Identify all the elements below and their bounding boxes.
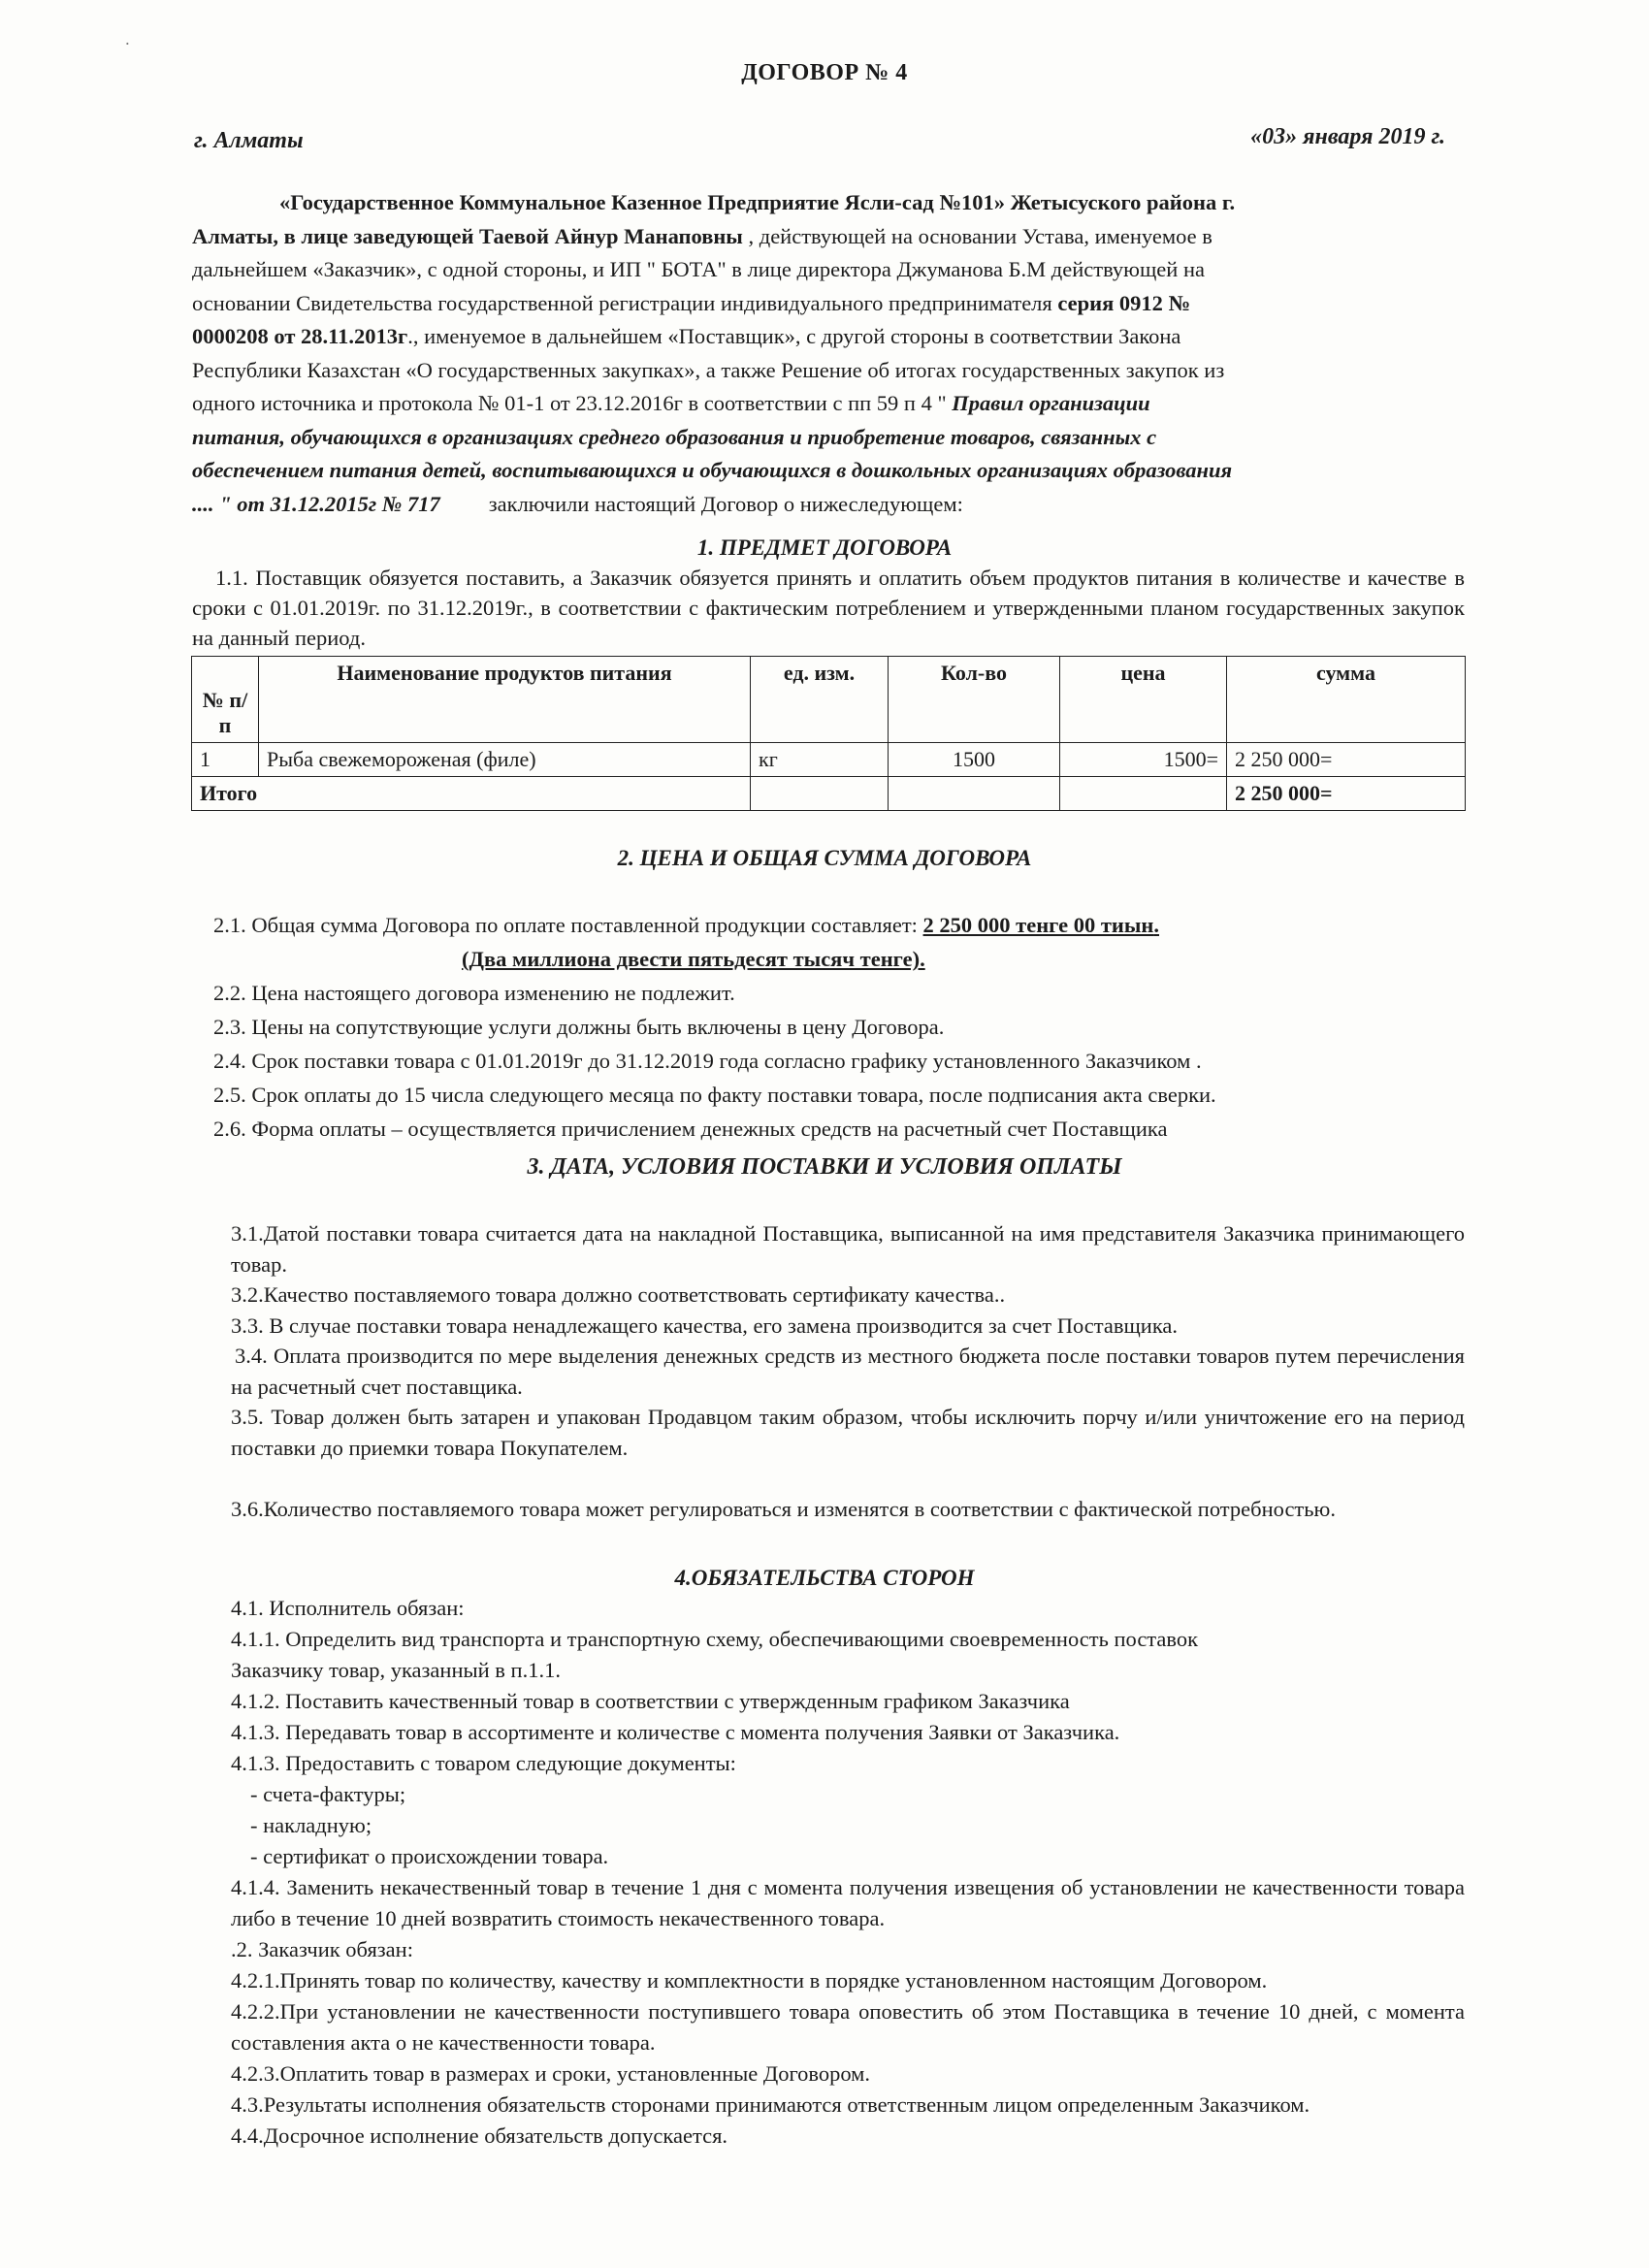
doc-list-item: - накладную;	[250, 1813, 372, 1837]
section-4-title: 4.ОБЯЗАТЕЛЬСТВА СТОРОН	[674, 1566, 975, 1590]
document-title: ДОГОВОР № 4	[741, 60, 908, 85]
clause-3-6: 3.6.Количество поставляемого товара может регулироваться и изменятся в соответствии с фактической потребностью.	[231, 1497, 1336, 1521]
row-product-name: Рыба свежемороженая (филе)	[259, 743, 751, 777]
clause-3-1: 3.1.Датой поставки товара считается дата на накладной Поставщика, выписанной на имя представителя Заказчика принимающего товар.	[231, 1221, 1465, 1277]
contract-date: «03» января 2019 г.	[1250, 124, 1445, 149]
col-number-header: № п/п	[192, 657, 259, 743]
clause-2-2: 2.2. Цена настоящего договора изменению не подлежит.	[213, 981, 735, 1005]
row-quantity: 1500	[889, 743, 1060, 777]
clause-4-2: .2. Заказчик обязан:	[231, 1937, 413, 1961]
total-empty	[751, 777, 889, 811]
section-1-title: 1. ПРЕДМЕТ ДОГОВОРА	[696, 535, 953, 560]
clause-4-2-3: 4.2.3.Оплатить товар в размерах и сроки, установленные Договором.	[231, 2061, 871, 2086]
clause-2-5: 2.5. Срок оплаты до 15 числа следующего месяца по факту поставки товара, после подписания акта сверки.	[213, 1083, 1216, 1107]
contract-preamble	[192, 186, 1453, 521]
preamble-line: Республики Казахстан «О государственных закупках», а также Решение об итогах государственных закупок из	[192, 357, 1225, 382]
clause-2-6: 2.6. Форма оплаты – осуществляется причислением денежных средств на расчетный счет Поставщика	[213, 1117, 1168, 1141]
scan-mark: ˙	[124, 39, 131, 60]
clause-2-3: 2.3. Цены на сопутствующие услуги должны быть включены в цену Договора.	[213, 1015, 945, 1039]
clause-3-2: 3.2.Качество поставляемого товара должно соответствовать сертификату качества..	[231, 1282, 1006, 1307]
clause-3-3: 3.3. В случае поставки товара ненадлежащего качества, его замена производится за счет Поставщика.	[231, 1312, 1179, 1338]
clause-4-3: 4.3.Результаты исполнения обязательств сторонами принимаются ответственным лицом определенным Заказчиком.	[231, 2092, 1310, 2117]
clause-2-1: 2.1. Общая сумма Договора по оплате поставленной продукции составляет: 2 250 000 тенге 00 тиын.	[213, 913, 1160, 937]
clause-4-1-3: 4.1.3. Передавать товар в ассортименте и количестве с момента получения Заявки от Заказчика.	[231, 1720, 1120, 1744]
preamble-line: .... " от 31.12.2015г № 717 заключили настоящий Договор о нижеследующем:	[192, 491, 963, 516]
section-3-title: 3. ДАТА, УСЛОВИЯ ПОСТАВКИ И УСЛОВИЯ ОПЛАТЫ	[527, 1154, 1122, 1180]
clause-4-1-1-cont: Заказчику товар, указанный в п.1.1.	[231, 1658, 561, 1682]
clause-3-4: 3.4. Оплата производится по мере выделения денежных средств из местного бюджета после поставки товаров путем перечисления на расчетный счет поставщика.	[231, 1344, 1465, 1399]
col-name-header: Наименование продуктов питания	[259, 657, 751, 743]
section-4-text	[231, 1593, 1465, 2152]
doc-list-item: - счета-фактуры;	[250, 1782, 406, 1806]
section-3-text	[231, 1218, 1465, 1525]
amount-in-words: (Два миллиона двести пятьдесят тысяч тенге).	[462, 947, 925, 971]
preamble-line: Алматы, в лице заведующей Таевой Айнур Манаповны , действующей на основании Устава, именуемое в	[192, 223, 1212, 248]
col-qty-header: Кол-во	[889, 657, 1060, 743]
table-total-row	[192, 777, 1466, 811]
preamble-line: 0000208 от 28.11.2013г., именуемое в дальнейшем «Поставщик», с другой стороны в соответствии Закона	[192, 324, 1181, 348]
preamble-line: «Государственное Коммунальное Казенное Предприятие Ясли-сад №101» Жетысуского района г.	[279, 190, 1236, 214]
preamble-line: дальнейшем «Заказчик», с одной стороны, и ИП " БОТА" в лице директора Джуманова Б.М действующей на	[192, 257, 1205, 281]
clause-4-1-3-docs: 4.1.3. Предоставить с товаром следующие документы:	[231, 1751, 736, 1775]
clause-3-5: 3.5. Товар должен быть затарен и упакован Продавцом таким образом, чтобы исключить порчу и/или уничтожение его на период поставки до приемки товара Покупателем.	[231, 1405, 1465, 1460]
clause-4-1-1: 4.1.1. Определить вид транспорта и транспортную схему, обеспечивающими своевременность поставок	[231, 1627, 1199, 1651]
contract-city: г. Алматы	[194, 128, 304, 153]
doc-list-item: - сертификат о происхождении товара.	[250, 1844, 609, 1868]
preamble-line: одного источника и протокола № 01-1 от 23.12.2016г в соответствии с пп 59 п 4 " Правил организации	[192, 391, 1150, 415]
section-2-text	[213, 908, 1474, 1146]
row-number: 1	[192, 743, 259, 777]
row-sum: 2 250 000=	[1227, 743, 1466, 777]
col-sum-header: сумма	[1227, 657, 1466, 743]
preamble-line: питания, обучающихся в организациях среднего образования и приобретение товаров, связанных с	[192, 424, 1157, 449]
preamble-line: основании Свидетельства государственной регистрации индивидуального предпринимателя серия 0912 №	[192, 290, 1191, 315]
clause-4-2-1: 4.2.1.Принять товар по количеству, качеству и комплектности в порядке установленном настоящим Договором.	[231, 1968, 1268, 1993]
total-label: Итого	[192, 777, 751, 811]
section-1-text: 1.1. Поставщик обязуется поставить, а Заказчик обязуется принять и оплатить объем продуктов питания в количестве и качестве в сроки с 01.01.2019г. по 31.12.2019г., в соответствии с фактическим потреблением и утвержденными планом государственных закупок на данный период.	[192, 566, 1465, 650]
total-empty	[889, 777, 1060, 811]
clause-2-4: 2.4. Срок поставки товара с 01.01.2019г до 31.12.2019 года согласно графику установленного Заказчиком .	[213, 1049, 1202, 1073]
col-price-header: цена	[1060, 657, 1227, 743]
preamble-line: обеспечением питания детей, воспитывающихся и обучающихся в дошкольных организациях образования	[192, 458, 1233, 482]
row-price: 1500=	[1060, 743, 1227, 777]
col-unit-header: ед. изм.	[751, 657, 889, 743]
clause-4-4: 4.4.Досрочное исполнение обязательств допускается.	[231, 2123, 728, 2148]
goods-table	[191, 656, 1466, 811]
table-row	[192, 743, 1466, 777]
clause-4-1-4: 4.1.4. Заменить некачественный товар в течение 1 дня с момента получения извещения об установлении не качественности товара либо в течение 10 дней возвратить стоимость некачественного товара.	[231, 1875, 1465, 1930]
clause-4-2-2: 4.2.2.При установлении не качественности поступившего товара оповестить об этом Поставщика в течение 10 дней, с момента составления акта о не качественности товара.	[231, 1999, 1465, 2055]
section-2-title: 2. ЦЕНА И ОБЩАЯ СУММА ДОГОВОРА	[617, 846, 1032, 870]
total-sum: 2 250 000=	[1227, 777, 1466, 811]
table-header-row	[192, 657, 1466, 743]
row-unit: кг	[751, 743, 889, 777]
clause-4-1-2: 4.1.2. Поставить качественный товар в соответствии с утвержденным графиком Заказчика	[231, 1689, 1070, 1713]
clause-4-1: 4.1. Исполнитель обязан:	[231, 1596, 465, 1620]
total-empty	[1060, 777, 1227, 811]
